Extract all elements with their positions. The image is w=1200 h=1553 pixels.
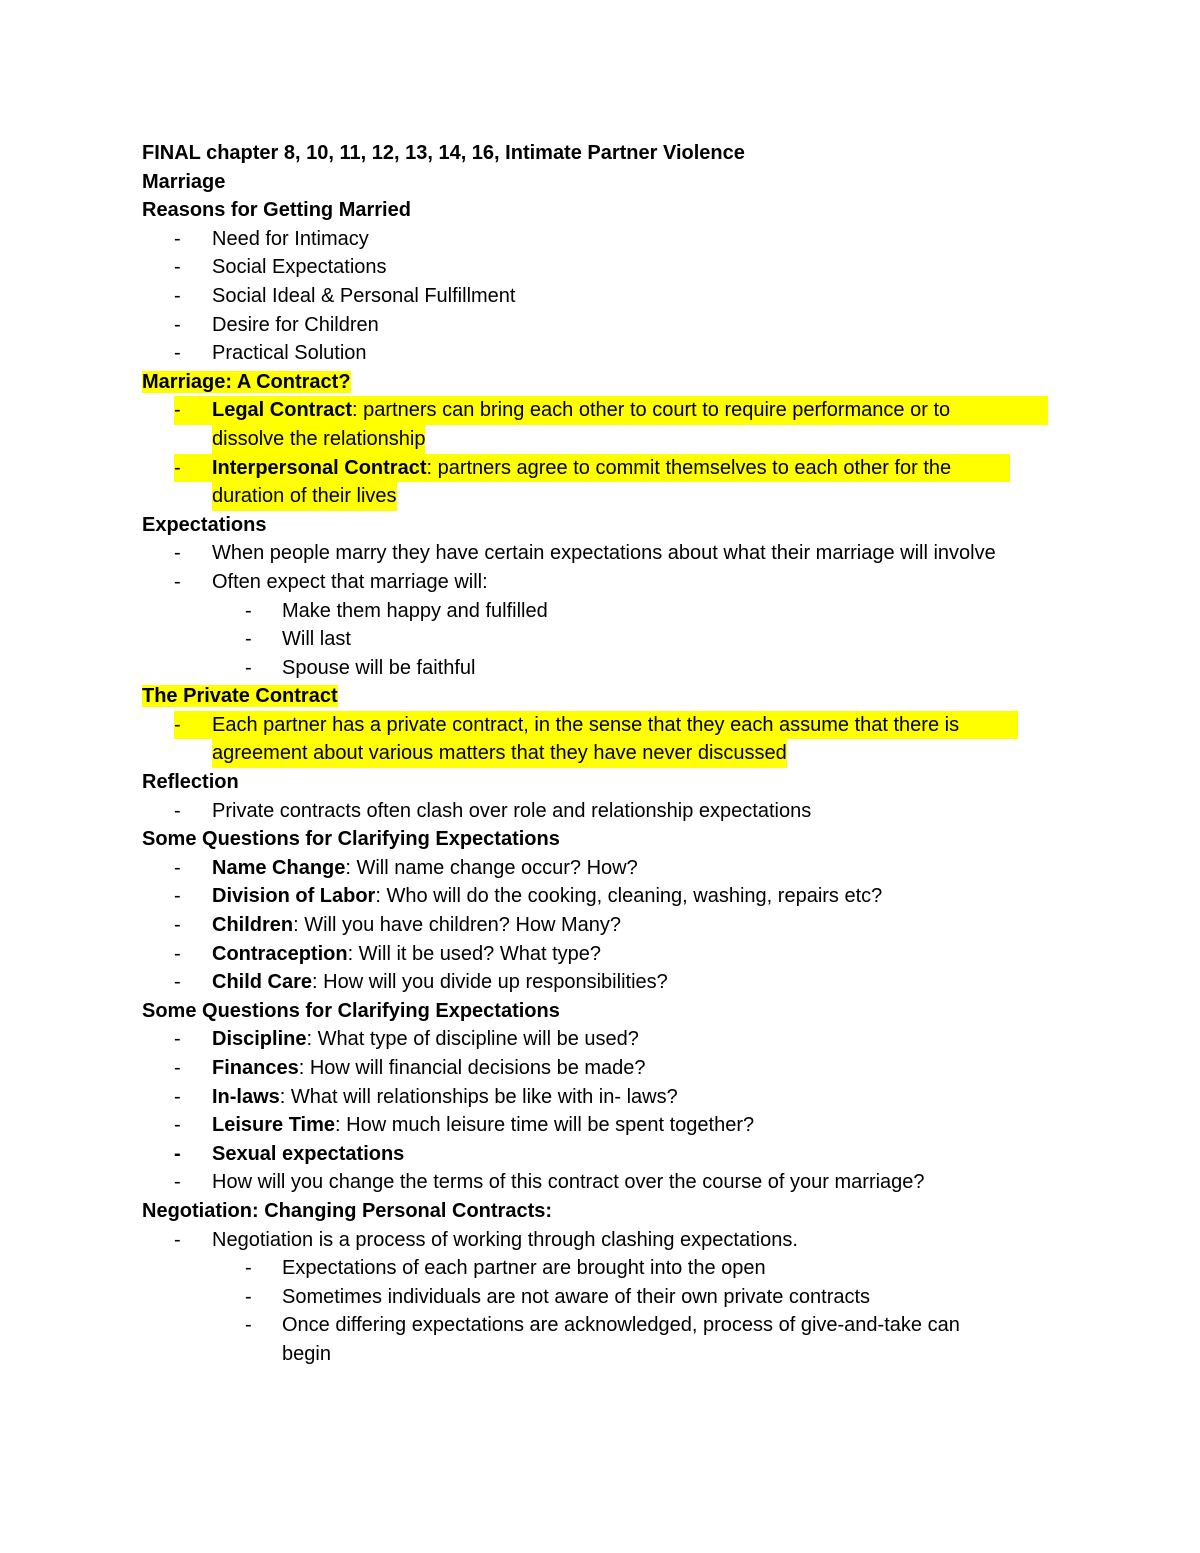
bullet-dash: - — [174, 1085, 181, 1108]
bullet-dash: - — [245, 1285, 252, 1308]
term-legal-contract: Legal Contract — [212, 399, 353, 422]
document-page — [142, 139, 1062, 1369]
list-item: - Private contracts often clash over role and relationship expectations — [142, 797, 1062, 826]
bullet-dash: - — [174, 313, 181, 336]
sub-list-item: - Expectations of each partner are brought into the open — [142, 1254, 1062, 1283]
list-item: - Sexual expectations — [142, 1140, 1062, 1169]
list-item: - Desire for Children — [142, 311, 1062, 340]
section-heading-questions: Some Questions for Clarifying Expectations — [142, 828, 560, 851]
bullet-dash: - — [174, 1171, 181, 1194]
term-interpersonal-contract: Interpersonal Contract — [212, 456, 427, 479]
list-item-continuation: begin — [282, 1342, 331, 1365]
bullet-dash: - — [245, 599, 252, 622]
list-item: - Discipline: What type of discipline will be used? — [142, 1025, 1062, 1054]
sub-list-item: - Make them happy and fulfilled — [142, 597, 1062, 626]
list-item: - Social Ideal & Personal Fulfillment — [142, 282, 1062, 311]
bullet-dash: - — [174, 1057, 181, 1079]
bullet-dash: - — [174, 856, 181, 879]
bullet-dash: - — [245, 1314, 252, 1337]
bullet-dash: - — [174, 942, 181, 965]
bullet-dash: - — [174, 799, 181, 822]
bullet-dash: - — [174, 971, 181, 994]
bullet-dash: - — [174, 399, 181, 422]
sub-list-item: - Once differing expectations are acknowledged, process of give-and-take can — [142, 1311, 1062, 1340]
bullet-dash: - — [174, 256, 181, 279]
list-item: - Contraception: Will it be used? What type? — [142, 940, 1062, 969]
list-item: - Need for Intimacy — [142, 225, 1062, 254]
list-item-continuation: duration of their lives — [142, 482, 1062, 511]
sub-list-item: - Sometimes individuals are not aware of their own private contracts — [142, 1283, 1062, 1312]
section-heading-questions: Some Questions for Clarifying Expectations — [142, 999, 560, 1022]
list-item: - Name Change: Will name change occur? How? — [142, 854, 1062, 883]
bullet-dash: - — [174, 284, 181, 307]
bullet-dash: - — [245, 628, 252, 651]
list-item-highlighted: - Each partner has a private contract, in the sense that they each assume that there is — [142, 711, 1062, 740]
document-title: FINAL chapter 8, 10, 11, 12, 13, 14, 16, Intimate Partner Violence — [142, 142, 745, 164]
bullet-dash: - — [174, 914, 181, 937]
bullet-dash: - — [174, 1228, 181, 1251]
bullet-dash: - — [245, 656, 252, 679]
list-item: - Division of Labor: Who will do the cooking, cleaning, washing, repairs etc? — [142, 882, 1062, 911]
list-item: - Often expect that marriage will: — [142, 568, 1062, 597]
list-item-continuation: dissolve the relationship — [142, 425, 1062, 454]
bullet-dash: - — [174, 713, 181, 736]
list-item: - When people marry they have certain expectations about what their marriage will involve — [142, 539, 1062, 568]
bullet-dash: - — [174, 885, 181, 908]
section-heading-contract: Marriage: A Contract? — [142, 370, 351, 393]
bullet-dash: - — [174, 1114, 181, 1137]
sub-list-item: - Will last — [142, 625, 1062, 654]
list-item-continuation: agreement about various matters that they have never discussed — [142, 739, 1062, 768]
bullet-dash: - — [174, 1028, 181, 1051]
list-item: - In-laws: What will relationships be like with in- laws? — [142, 1083, 1062, 1112]
section-heading-reasons: Reasons for Getting Married — [142, 199, 411, 222]
bullet-dash: - — [245, 1257, 252, 1280]
bullet-dash: - — [174, 1142, 181, 1165]
section-heading-expectations: Expectations — [142, 513, 267, 536]
section-heading-reflection: Reflection — [142, 771, 239, 794]
list-item: - Social Expectations — [142, 253, 1062, 282]
list-item-highlighted: - Legal Contract: partners can bring each other to court to require performance or to — [142, 396, 1062, 425]
bullet-dash: - — [174, 570, 181, 593]
section-heading-private-contract: The Private Contract — [142, 685, 338, 708]
list-item: - Leisure Time: How much leisure time will be spent together? — [142, 1111, 1062, 1140]
list-item: - Practical Solution — [142, 339, 1062, 368]
section-heading-marriage: Marriage — [142, 170, 226, 193]
section-heading-negotiation: Negotiation: Changing Personal Contracts: — [142, 1199, 553, 1222]
bullet-dash: - — [174, 542, 181, 565]
list-item: - Child Care: How will you divide up responsibilities? — [142, 968, 1062, 997]
list-item: - How will you change the terms of this contract over the course of your marriage? — [142, 1168, 1062, 1197]
list-item: - Negotiation is a process of working through clashing expectations. — [142, 1226, 1062, 1255]
bullet-dash: - — [174, 342, 181, 365]
bullet-dash: - — [174, 227, 181, 250]
list-item-highlighted: - Interpersonal Contract: partners agree to commit themselves to each other for the — [142, 454, 1062, 483]
list-item: - Children: Will you have children? How Many? — [142, 911, 1062, 940]
bullet-dash: - — [174, 456, 181, 479]
sub-list-item: - Spouse will be faithful — [142, 654, 1062, 683]
list-item: - Finances: How will financial decisions be made? — [142, 1054, 1062, 1083]
